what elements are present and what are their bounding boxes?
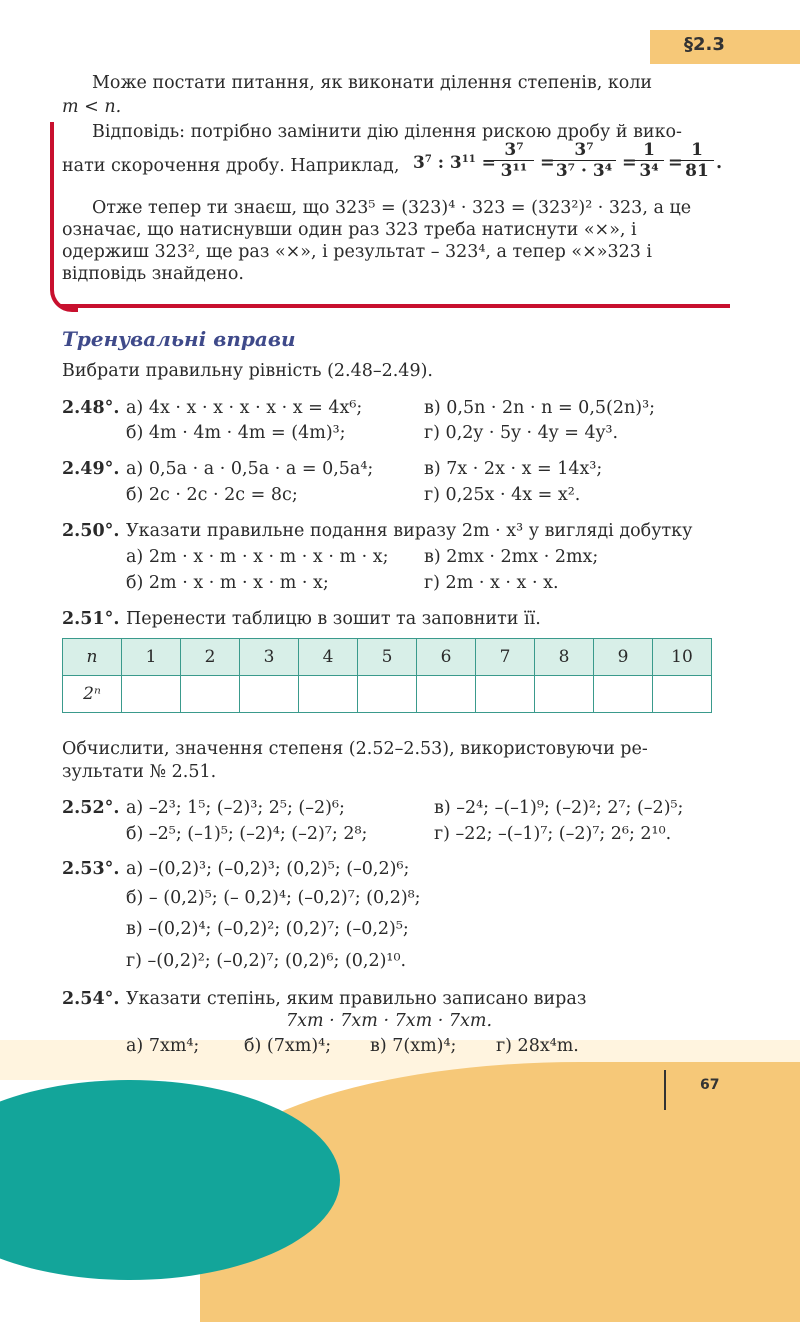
fraction-3-num: 1 — [634, 140, 664, 161]
option-c: в) 0,5n · 2n · n = 0,5(2n)³; — [424, 398, 655, 418]
option-a: а) –(0,2)³; (–0,2)³; (0,2)⁵; (–0,2)⁶; — [126, 859, 410, 879]
option-a: а) 2m · x · m · x · m · x · m · x; — [126, 547, 389, 567]
option-b: б) 2m · x · m · x · m · x; — [126, 573, 329, 593]
table-cell — [417, 676, 476, 713]
option-b: б) 4m · 4m · 4m = (4m)³; — [126, 423, 346, 443]
intro-line-1: Може постати питання, як виконати ділення степенів, коли — [92, 73, 653, 93]
exercise-number: 2.51°. — [62, 609, 120, 629]
option-c: в) 7x · 2x · x = 14x³; — [424, 459, 603, 479]
table-cell — [299, 676, 358, 713]
option-b: б) (7xm)⁴; — [244, 1036, 332, 1056]
fraction-3-den: 3⁴ — [639, 161, 659, 181]
table-cell: 2 — [181, 639, 240, 676]
option-b: б) –2⁵; (–1)⁵; (–2)⁴; (–2)⁷; 2⁸; — [126, 824, 368, 844]
fraction-3 — [634, 140, 664, 181]
answer-line-1: Відповідь: потрібно замінити дію ділення рискою дробу й вико- — [92, 122, 682, 142]
fraction-4-num: 1 — [680, 140, 714, 161]
compute-intro-line-2: зультати № 2.51. — [62, 762, 217, 782]
answer-p2-line-1: Отже тепер ти знаєш, що 323⁵ = (323)⁴ · 323 = (323²)² · 323, а це — [92, 198, 692, 218]
table-cell: 1 — [122, 639, 181, 676]
exercise-number: 2.48°. — [62, 398, 120, 418]
period: . — [716, 153, 723, 173]
option-d: г) 0,2y · 5y · 4y = 4y³. — [424, 423, 619, 443]
option-b: б) – (0,2)⁵; (– 0,2)⁴; (–0,2)⁷; (0,2)⁸; — [126, 888, 421, 908]
option-d: г) 0,25x · 4x = x². — [424, 485, 581, 505]
option-a: а) 7xm⁴; — [126, 1036, 200, 1056]
exercise-expression: 7xm · 7xm · 7xm · 7xm. — [286, 1011, 493, 1031]
table-row — [63, 639, 712, 676]
option-a: а) –2³; 1⁵; (–2)³; 2⁵; (–2)⁶; — [126, 798, 345, 818]
option-c: в) 2mx · 2mx · 2mx; — [424, 547, 599, 567]
table-cell: 8 — [535, 639, 594, 676]
exercise-number: 2.53°. — [62, 859, 120, 879]
table-cell — [535, 676, 594, 713]
equals-sign: = — [540, 153, 555, 173]
option-a: а) 0,5a · a · 0,5a · a = 0,5a⁴; — [126, 459, 374, 479]
table-row — [63, 676, 712, 713]
example-expression: $3^7$ : $3^{11}$ = — [413, 153, 496, 173]
option-d: г) –(0,2)²; (–0,2)⁷; (0,2)⁶; (0,2)¹⁰. — [126, 951, 407, 971]
intro-line-2: m < n. — [62, 97, 122, 117]
answer-line-2: нати скорочення дробу. Наприклад, — [62, 156, 400, 176]
table-cell — [476, 676, 535, 713]
powers-table — [62, 638, 712, 713]
table-cell — [181, 676, 240, 713]
fraction-2-den: 3⁷ · 3⁴ — [555, 161, 613, 181]
fraction-2 — [552, 140, 616, 181]
exercise-number: 2.54°. — [62, 989, 120, 1009]
table-cell: 7 — [476, 639, 535, 676]
exercise-text: Указати правильне подання виразу 2m · x³ у вигляді добутку — [126, 521, 693, 541]
table-cell: 10 — [653, 639, 712, 676]
fraction-4 — [680, 140, 714, 181]
task-intro: Вибрати правильну рівність (2.48–2.49). — [62, 361, 433, 381]
option-d: г) –22; –(–1)⁷; (–2)⁷; 2⁶; 2¹⁰. — [434, 824, 672, 844]
table-cell: 5 — [358, 639, 417, 676]
option-a: а) 4x · x · x · x · x · x = 4x⁶; — [126, 398, 363, 418]
fraction-1-num: 3⁷ — [494, 140, 534, 161]
option-c: в) –(0,2)⁴; (–0,2)²; (0,2)⁷; (–0,2)⁵; — [126, 919, 409, 939]
table-cell: n — [63, 639, 122, 676]
exercise-text: Указати степінь, яким правильно записано вираз — [126, 989, 587, 1009]
option-c: в) 7(xm)⁴; — [370, 1036, 457, 1056]
fraction-1 — [494, 140, 534, 181]
page-number: 67 — [700, 1077, 720, 1093]
table-cell — [122, 676, 181, 713]
exercise-number: 2.52°. — [62, 798, 120, 818]
exercise-number: 2.50°. — [62, 521, 120, 541]
section-label: §2.3 — [684, 34, 725, 55]
option-d: г) 28x⁴m. — [496, 1036, 579, 1056]
equals-sign: = — [622, 153, 637, 173]
exercise-number: 2.49°. — [62, 459, 120, 479]
exercise-text: Перенести таблицю в зошит та заповнити її. — [126, 609, 541, 629]
table-cell — [358, 676, 417, 713]
answer-p2-line-2: означає, що натиснувши один раз 323 треба натиснути «×», і — [62, 220, 637, 240]
section-tab — [650, 30, 800, 64]
table-cell — [240, 676, 299, 713]
table-cell: 6 — [417, 639, 476, 676]
option-b: б) 2c · 2c · 2c = 8c; — [126, 485, 298, 505]
page-number-divider — [664, 1070, 666, 1110]
table-cell: 4 — [299, 639, 358, 676]
option-d: г) 2m · x · x · x. — [424, 573, 559, 593]
table-cell — [594, 676, 653, 713]
fraction-2-num: 3⁷ — [552, 140, 616, 161]
option-c: в) –2⁴; –(–1)⁹; (–2)²; 2⁷; (–2)⁵; — [434, 798, 684, 818]
section-title: Тренувальні вправи — [62, 327, 296, 351]
table-cell — [653, 676, 712, 713]
table-cell: 2ⁿ — [63, 676, 122, 713]
answer-underline — [60, 304, 730, 308]
table-cell: 3 — [240, 639, 299, 676]
fraction-1-den: 3¹¹ — [500, 161, 528, 181]
compute-intro-line-1: Обчислити, значення степеня (2.52–2.53), використовуючи ре- — [62, 739, 648, 759]
answer-p2-line-4: відповідь знайдено. — [62, 264, 244, 284]
equals-sign: = — [668, 153, 683, 173]
answer-p2-line-3: одержиш 323², ще раз «×», і результат – 323⁴, а тепер «×»323 і — [62, 242, 653, 262]
table-cell: 9 — [594, 639, 653, 676]
fraction-4-den: 81 — [685, 161, 709, 181]
